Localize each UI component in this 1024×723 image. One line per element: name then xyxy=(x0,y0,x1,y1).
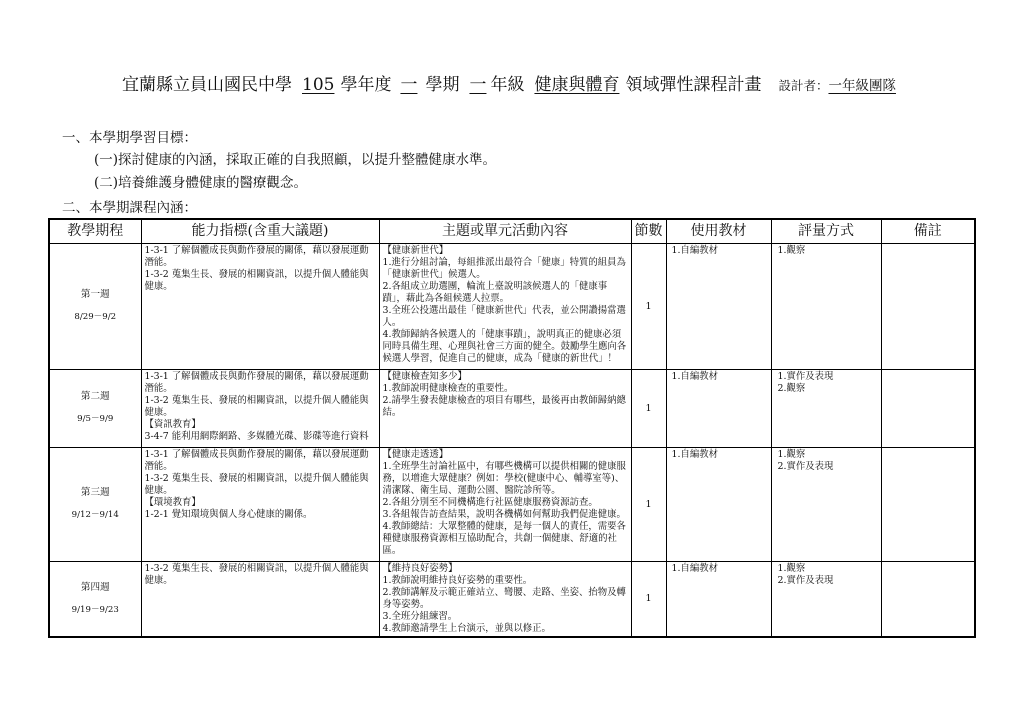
indicator-item: 1-3-2 蒐集生長、發展的相關資訊，以提升個人體能與健康。 xyxy=(144,562,369,586)
header-materials: 使用教材 xyxy=(666,219,771,243)
section-goals-heading: 一、本學期學習目標： xyxy=(62,130,197,146)
activity-item: 1.教師說明健康檢查的重要性。 xyxy=(382,382,514,394)
assessment-item: 1.實作及表現 xyxy=(777,370,834,382)
indicator-item: 1-3-2 蒐集生長、發展的相關資訊，以提升個人體能與健康。 xyxy=(144,268,369,292)
week-label: 第二週 xyxy=(80,391,110,402)
indicator-item: 3-4-7 能利用網際網路、多媒體光碟、影碟等進行資料 xyxy=(144,430,369,442)
activity-item: 1.全班學生討論社區中，有哪些機構可以提供相關的健康服務，以增進大眾健康？例如：學校(健康中心、輔導室等)、清潔隊、衛生局、運動公園、醫院診所等。 xyxy=(382,460,626,496)
semester: 一 xyxy=(400,75,418,95)
activity-theme: 【健康新世代】 xyxy=(382,244,449,256)
indicator-item: 1-3-2 蒐集生長、發展的相關資訊，以提升個人體能與健康。 xyxy=(144,472,369,496)
cell-notes xyxy=(881,561,975,637)
course-plan-table xyxy=(48,218,976,638)
table-row xyxy=(49,369,975,447)
assessment-item: 1.觀察 xyxy=(777,562,806,574)
grade-label: 年級 xyxy=(490,75,525,95)
school-year: 105 xyxy=(302,75,335,95)
assessment-item: 1.觀察 xyxy=(777,244,806,256)
cell-indicators xyxy=(141,447,379,561)
week-dates: 9/19－9/23 xyxy=(71,604,119,615)
week-dates: 8/29－9/2 xyxy=(74,312,117,322)
cell-materials xyxy=(666,243,771,369)
indicator-item: 1-3-1 了解個體成長與動作發展的關係，藉以發展運動潛能。 xyxy=(144,370,369,394)
assessment-item: 1.觀察 xyxy=(777,448,806,460)
activity-item: 2.教師講解及示範正確站立、彎腰、走路、坐姿、抬物及轉身等姿勢。 xyxy=(382,586,626,610)
week-dates: 9/12－9/14 xyxy=(71,510,119,520)
week-label: 第四週 xyxy=(80,581,110,593)
plan-label: 領域彈性課程計畫 xyxy=(625,75,762,95)
indicator-item: 1-2-1 覺知環境與個人身心健康的關係。 xyxy=(144,508,313,520)
activity-item: 3.各組報告訪查結果，說明各機構如何幫助我們促進健康。 xyxy=(382,508,626,520)
cell-assessment xyxy=(771,447,881,561)
activity-item: 1.教師說明維持良好姿勢的重要性。 xyxy=(382,574,533,586)
activity-item: 2.各組分別至不同機構進行社區健康服務資源訪查。 xyxy=(382,496,598,508)
header-schedule: 教學期程 xyxy=(49,219,141,243)
cell-indicators xyxy=(141,369,379,447)
activity-item: 4.教師歸納各候選人的「健康事蹟」，說明真正的健康必須同時具備生理、心理與社會三方面的健全。鼓勵學生應向各候選人學習，促進自己的健康，成為「健康的新世代」！ xyxy=(382,329,627,365)
activity-item: 2.請學生發表健康檢查的項目有哪些，最後再由教師歸納總結。 xyxy=(382,394,626,418)
subject-domain: 健康與體育 xyxy=(534,75,620,95)
page-title xyxy=(122,74,896,97)
assessment-item: 2.觀察 xyxy=(777,382,806,394)
activity-item: 3.全班分組練習。 xyxy=(382,610,458,622)
goal-item: (二)培養維護身體健康的醫療觀念。 xyxy=(94,175,308,191)
cell-schedule xyxy=(49,447,141,561)
activity-theme: 【健康走透透】 xyxy=(382,448,449,460)
issue-label: 【資訊教育】 xyxy=(144,418,201,430)
indicator-item: 1-3-1 了解個體成長與動作發展的關係，藉以發展運動潛能。 xyxy=(144,448,369,472)
designer-label: 設計者： xyxy=(778,78,829,93)
material-item: 1.自編教材 xyxy=(671,244,718,256)
semester-label: 學期 xyxy=(425,75,460,95)
assessment-item: 2.實作及表現 xyxy=(777,460,834,472)
section-content-heading: 二、本學期課程內涵： xyxy=(62,200,197,216)
indicator-item: 1-3-2 蒐集生長、發展的相關資訊，以提升個人體能與健康。 xyxy=(144,394,369,418)
activity-item: 4.教師邀請學生上台演示，並與以修正。 xyxy=(382,622,551,634)
grade: 一 xyxy=(469,75,487,95)
goal-item: (一)探討健康的內涵，採取正確的自我照顧，以提升整體健康水準。 xyxy=(94,152,497,168)
cell-notes xyxy=(881,243,975,369)
header-periods: 節數 xyxy=(631,219,666,243)
cell-assessment xyxy=(771,369,881,447)
table-header-row xyxy=(49,219,975,243)
cell-periods: 1 xyxy=(631,447,666,561)
material-item: 1.自編教材 xyxy=(671,448,718,460)
cell-indicators xyxy=(141,243,379,369)
activity-item: 4.教師總結：大眾整體的健康，是每一個人的責任，需要各種健康服務資源相互協助配合，共創一個健康、舒適的社區。 xyxy=(382,521,626,557)
cell-schedule xyxy=(49,369,141,447)
cell-indicators xyxy=(141,561,379,637)
indicator-item: 1-3-1 了解個體成長與動作發展的關係，藉以發展運動潛能。 xyxy=(144,244,369,268)
material-item: 1.自編教材 xyxy=(671,562,718,574)
cell-notes xyxy=(881,369,975,447)
activity-item: 3.全班公投選出最佳「健康新世代」代表，並公開讚揚當選人。 xyxy=(382,304,626,329)
cell-materials xyxy=(666,369,771,447)
activity-theme: 【維持良好姿勢】 xyxy=(382,562,458,574)
activity-item: 1.進行分組討論，每組推派出最符合「健康」特質的組員為「健康新世代」候選人。 xyxy=(382,256,626,280)
cell-periods: 1 xyxy=(631,561,666,637)
cell-notes xyxy=(881,447,975,561)
cell-activities xyxy=(379,369,631,447)
week-label: 第一週 xyxy=(80,289,110,300)
cell-activities xyxy=(379,561,631,637)
week-dates: 9/5－9/9 xyxy=(77,414,114,424)
cell-materials xyxy=(666,447,771,561)
table-row xyxy=(49,243,975,369)
cell-assessment xyxy=(771,561,881,637)
cell-periods: 1 xyxy=(631,369,666,447)
assessment-item: 2.實作及表現 xyxy=(777,574,834,586)
activity-item: 2.各組成立助選團，輪流上臺說明該候選人的「健康事蹟」，藉此為各組候選人拉票。 xyxy=(382,280,608,304)
week-label: 第三週 xyxy=(80,487,110,498)
cell-schedule xyxy=(49,561,141,637)
material-item: 1.自編教材 xyxy=(671,370,718,382)
header-activities: 主題或單元活動內容 xyxy=(379,219,631,243)
school-name: 宜蘭縣立員山國民中學 xyxy=(122,75,292,95)
cell-schedule xyxy=(49,243,141,369)
cell-activities xyxy=(379,243,631,369)
cell-assessment xyxy=(771,243,881,369)
header-assessment: 評量方式 xyxy=(771,219,881,243)
school-year-label: 學年度 xyxy=(340,75,392,95)
table-row xyxy=(49,447,975,561)
cell-materials xyxy=(666,561,771,637)
header-notes: 備註 xyxy=(881,219,975,243)
cell-activities xyxy=(379,447,631,561)
header-indicators: 能力指標(含重大議題) xyxy=(141,219,379,243)
cell-periods: 1 xyxy=(631,243,666,369)
issue-label: 【環境教育】 xyxy=(144,496,201,508)
designer-name: 一年級團隊 xyxy=(828,78,896,94)
activity-theme: 【健康檢查知多少】 xyxy=(382,370,467,382)
table-row xyxy=(49,561,975,637)
